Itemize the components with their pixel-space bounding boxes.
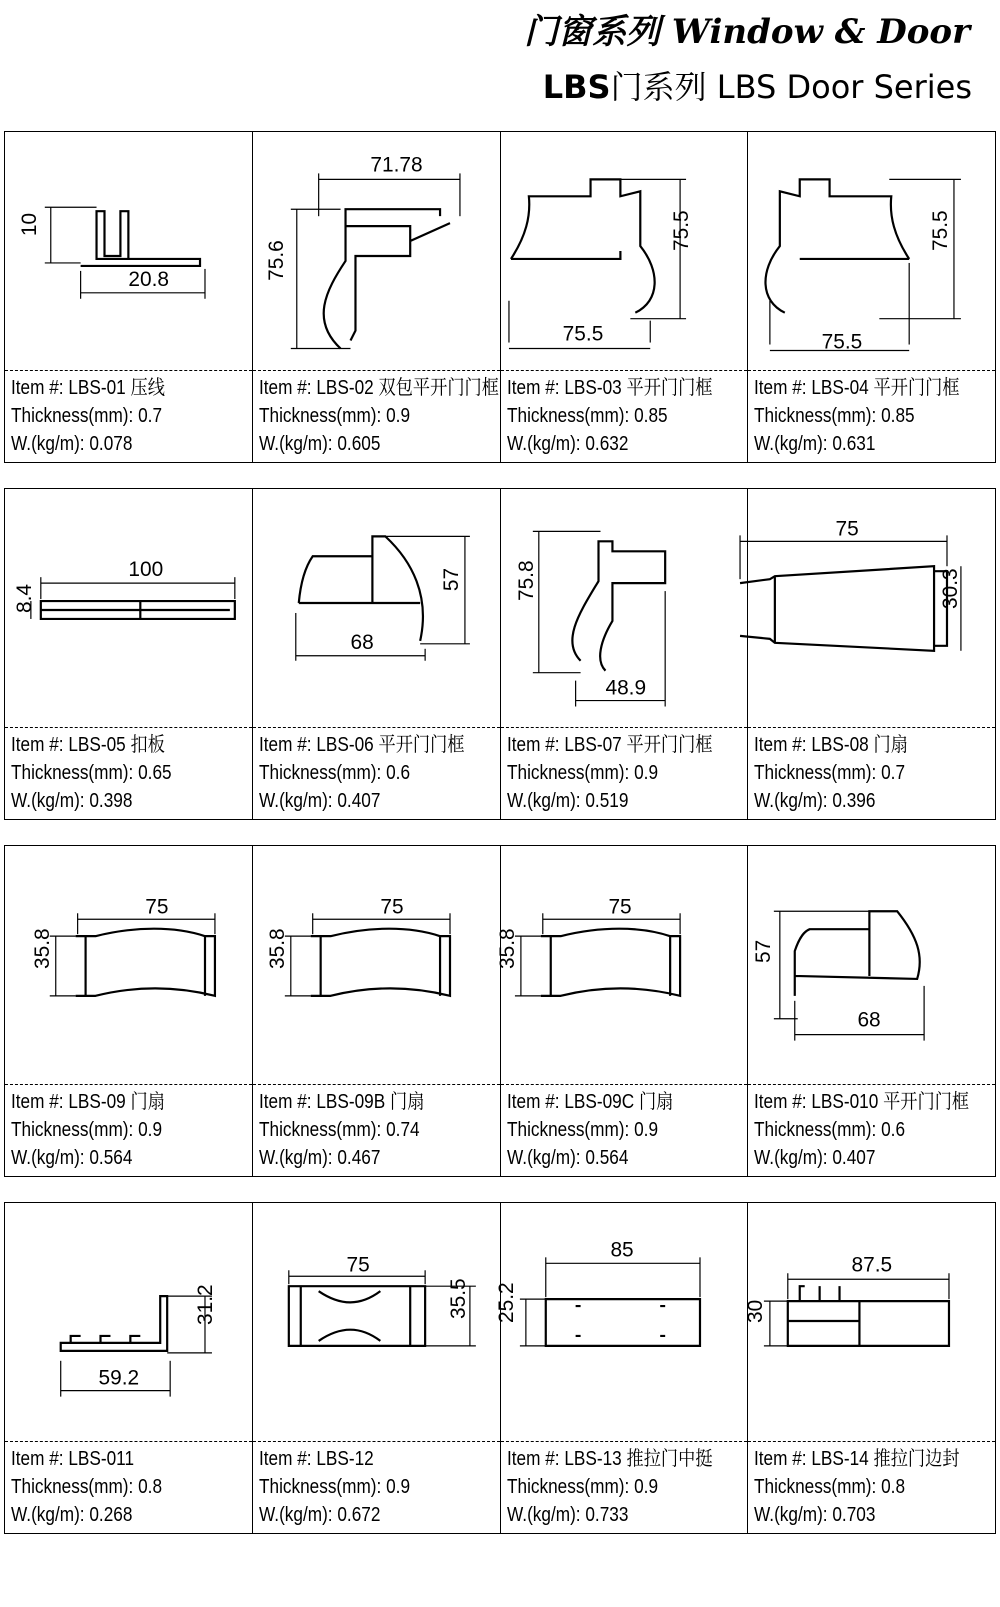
item-line bbox=[11, 731, 172, 759]
weight-value: 0.407 bbox=[337, 790, 381, 812]
thickness-line bbox=[259, 1116, 424, 1144]
item-line bbox=[507, 1445, 713, 1473]
item-name: 平开门门框 bbox=[626, 377, 713, 399]
weight-line bbox=[507, 1144, 673, 1172]
dimension-label: 20.8 bbox=[128, 267, 170, 291]
thickness-label: Thickness(mm): bbox=[258, 1476, 382, 1498]
profile-drawing bbox=[253, 489, 500, 729]
profile-outline bbox=[572, 541, 665, 670]
dimension-label: 75.5 bbox=[821, 330, 863, 354]
divider bbox=[748, 1441, 995, 1442]
series-title bbox=[543, 62, 972, 108]
thickness-value: 0.65 bbox=[138, 762, 172, 784]
profile-specs bbox=[259, 1088, 424, 1172]
dimension-label: 75.5 bbox=[669, 210, 693, 252]
divider bbox=[501, 727, 748, 728]
dimension-label: 68 bbox=[857, 1008, 881, 1032]
divider bbox=[253, 370, 500, 371]
weight-value: 0.407 bbox=[832, 1147, 876, 1169]
dimension-label: 87.5 bbox=[851, 1253, 893, 1277]
dimension-label: 75.8 bbox=[514, 560, 538, 602]
profile-card bbox=[501, 489, 749, 819]
weight-line bbox=[259, 1144, 424, 1172]
divider bbox=[5, 1084, 252, 1085]
thickness-label: Thickness(mm): bbox=[754, 762, 877, 784]
weight-label: W.(kg/m): bbox=[258, 433, 333, 455]
item-label: Item #: bbox=[754, 377, 807, 399]
item-code: LBS-05 bbox=[68, 734, 126, 756]
item-code: LBS-09 bbox=[68, 1091, 126, 1113]
weight-line bbox=[11, 1501, 162, 1529]
divider bbox=[253, 1084, 500, 1085]
thickness-value: 0.9 bbox=[633, 1476, 658, 1498]
item-name: 双包平开门门框 bbox=[378, 377, 499, 399]
profile-outline bbox=[299, 536, 423, 640]
weight-label: W.(kg/m): bbox=[754, 433, 828, 455]
profile-card bbox=[744, 1203, 995, 1533]
weight-line bbox=[754, 430, 960, 458]
item-line bbox=[754, 1088, 969, 1116]
dimension-label: 75 bbox=[607, 895, 632, 919]
weight-label: W.(kg/m): bbox=[258, 790, 333, 812]
item-line bbox=[754, 731, 908, 759]
thickness-value: 0.6 bbox=[881, 1119, 906, 1141]
weight-line bbox=[259, 430, 499, 458]
divider bbox=[253, 1441, 500, 1442]
weight-line bbox=[507, 1501, 713, 1529]
weight-line bbox=[11, 430, 165, 458]
item-label: Item #: bbox=[506, 734, 560, 756]
profile-drawing bbox=[5, 846, 252, 1086]
profile-card bbox=[501, 132, 749, 462]
dimension-label: 57 bbox=[752, 939, 776, 964]
profile-specs bbox=[11, 1088, 165, 1172]
thickness-value: 0.9 bbox=[633, 1119, 658, 1141]
dimension-label: 75 bbox=[346, 1253, 370, 1277]
dimension-label: 75.6 bbox=[264, 240, 288, 281]
profile-drawing bbox=[744, 1203, 995, 1443]
profile-card bbox=[748, 489, 995, 819]
item-code: LBS-13 bbox=[563, 1448, 622, 1470]
thickness-line bbox=[754, 1116, 969, 1144]
item-line bbox=[259, 1445, 410, 1473]
weight-line bbox=[259, 1501, 410, 1529]
profile-drawing bbox=[501, 489, 748, 729]
profile-outline bbox=[289, 1286, 425, 1346]
thickness-line bbox=[754, 1473, 960, 1501]
item-label: Item #: bbox=[258, 734, 312, 756]
item-line bbox=[11, 374, 165, 402]
thickness-label: Thickness(mm): bbox=[506, 1476, 629, 1498]
thickness-value: 0.9 bbox=[385, 405, 410, 427]
item-label: Item #: bbox=[11, 1091, 64, 1113]
weight-line bbox=[754, 1501, 960, 1529]
item-label: Item #: bbox=[506, 377, 560, 399]
weight-value: 0.703 bbox=[832, 1504, 876, 1526]
weight-label: W.(kg/m): bbox=[258, 1504, 333, 1526]
thickness-line bbox=[754, 402, 960, 430]
profile-outline bbox=[545, 1299, 699, 1346]
item-code: LBS-07 bbox=[563, 734, 622, 756]
profile-outline bbox=[310, 929, 449, 996]
profile-specs bbox=[507, 731, 713, 815]
dimension-label: 35.5 bbox=[446, 1278, 470, 1320]
item-label: Item #: bbox=[754, 1091, 807, 1113]
item-name: 门扇 bbox=[130, 1091, 165, 1113]
thickness-line bbox=[507, 402, 713, 430]
item-label: Item #: bbox=[754, 1448, 807, 1470]
thickness-line bbox=[11, 1473, 162, 1501]
weight-value: 0.631 bbox=[832, 433, 876, 455]
item-code: LBS-04 bbox=[811, 377, 869, 399]
dimension-label: 25.2 bbox=[494, 1282, 518, 1323]
profile-specs bbox=[259, 731, 465, 815]
divider bbox=[5, 1441, 252, 1442]
item-label: Item #: bbox=[506, 1448, 560, 1470]
weight-label: W.(kg/m): bbox=[11, 433, 85, 455]
weight-label: W.(kg/m): bbox=[506, 1504, 581, 1526]
weight-value: 0.672 bbox=[337, 1504, 381, 1526]
profile-card bbox=[253, 1203, 501, 1533]
divider bbox=[501, 370, 748, 371]
item-line bbox=[507, 374, 713, 402]
profile-card bbox=[5, 1203, 253, 1533]
dimension-label: 75.5 bbox=[929, 210, 953, 252]
weight-value: 0.078 bbox=[89, 433, 133, 455]
item-code: LBS-09B bbox=[316, 1091, 385, 1113]
dimension-label: 75 bbox=[835, 517, 860, 541]
thickness-value: 0.7 bbox=[138, 405, 163, 427]
weight-line bbox=[754, 1144, 969, 1172]
profile-specs bbox=[754, 731, 908, 815]
series-title-cn: 门系列 bbox=[610, 68, 707, 106]
profile-card bbox=[748, 846, 995, 1176]
thickness-value: 0.8 bbox=[881, 1476, 906, 1498]
item-line bbox=[259, 1088, 424, 1116]
profile-specs bbox=[754, 374, 960, 458]
profile-specs bbox=[11, 1445, 162, 1529]
thickness-line bbox=[259, 1473, 410, 1501]
dimension-label: 59.2 bbox=[98, 1366, 140, 1390]
item-name: 推拉门中挺 bbox=[626, 1448, 713, 1470]
item-code: LBS-010 bbox=[811, 1091, 879, 1113]
weight-value: 0.268 bbox=[89, 1504, 133, 1526]
profile-drawing bbox=[748, 489, 995, 729]
item-code: LBS-08 bbox=[811, 734, 869, 756]
item-line bbox=[507, 731, 713, 759]
item-code: LBS-02 bbox=[316, 377, 374, 399]
catalog-title-cn: 门窗系列 bbox=[524, 12, 661, 52]
profile-card bbox=[5, 489, 253, 819]
divider bbox=[5, 727, 252, 728]
profile-drawing bbox=[253, 846, 500, 1086]
dimension-label: 10 bbox=[17, 212, 41, 237]
weight-label: W.(kg/m): bbox=[506, 1147, 581, 1169]
item-code: LBS-09C bbox=[563, 1091, 634, 1113]
profile-row-1 bbox=[4, 131, 996, 463]
dimension-label: 35.8 bbox=[30, 928, 54, 969]
profile-outline bbox=[540, 929, 679, 996]
profile-specs bbox=[754, 1445, 960, 1529]
weight-label: W.(kg/m): bbox=[258, 1147, 333, 1169]
profile-drawing bbox=[748, 846, 995, 1086]
weight-line bbox=[754, 787, 908, 815]
item-code: LBS-12 bbox=[316, 1448, 374, 1470]
weight-value: 0.519 bbox=[584, 790, 628, 812]
item-label: Item #: bbox=[258, 377, 312, 399]
item-label: Item #: bbox=[11, 1448, 64, 1470]
thickness-line bbox=[11, 1116, 165, 1144]
weight-label: W.(kg/m): bbox=[506, 433, 581, 455]
thickness-line bbox=[507, 1116, 673, 1144]
weight-value: 0.467 bbox=[337, 1147, 381, 1169]
divider bbox=[748, 370, 995, 371]
item-code: LBS-14 bbox=[811, 1448, 869, 1470]
item-line bbox=[754, 374, 960, 402]
profile-drawing bbox=[494, 1203, 748, 1443]
profile-drawing bbox=[501, 132, 748, 372]
profile-specs bbox=[11, 374, 165, 458]
profile-card bbox=[748, 132, 995, 462]
item-label: Item #: bbox=[11, 734, 64, 756]
weight-line bbox=[11, 1144, 165, 1172]
item-label: Item #: bbox=[258, 1448, 312, 1470]
weight-value: 0.733 bbox=[584, 1504, 628, 1526]
dimension-label: 85 bbox=[609, 1238, 634, 1262]
thickness-value: 0.7 bbox=[881, 762, 906, 784]
dimension-label: 100 bbox=[128, 558, 164, 582]
profile-specs bbox=[259, 374, 499, 458]
item-name: 平开门门框 bbox=[626, 734, 713, 756]
thickness-label: Thickness(mm): bbox=[506, 1119, 629, 1141]
profile-outline bbox=[766, 179, 910, 312]
thickness-line bbox=[11, 759, 172, 787]
item-code: LBS-011 bbox=[68, 1448, 135, 1470]
profile-card bbox=[253, 489, 501, 819]
weight-label: W.(kg/m): bbox=[506, 790, 581, 812]
weight-value: 0.396 bbox=[832, 790, 876, 812]
profile-card bbox=[253, 846, 501, 1176]
dimension-label: 75.5 bbox=[562, 322, 603, 346]
profile-card bbox=[494, 1203, 749, 1533]
thickness-line bbox=[754, 759, 908, 787]
weight-value: 0.605 bbox=[337, 433, 381, 455]
item-name: 平开门门框 bbox=[873, 377, 960, 399]
item-line bbox=[259, 731, 465, 759]
thickness-line bbox=[11, 402, 165, 430]
thickness-line bbox=[507, 759, 713, 787]
series-title-en: LBS Door Series bbox=[716, 68, 972, 106]
profile-drawing bbox=[253, 132, 500, 372]
catalog-title bbox=[524, 4, 970, 53]
profile-outline bbox=[740, 566, 947, 651]
profile-specs bbox=[259, 1445, 410, 1529]
thickness-label: Thickness(mm): bbox=[506, 405, 629, 427]
profile-specs bbox=[507, 1445, 713, 1529]
profile-specs bbox=[507, 374, 713, 458]
weight-value: 0.564 bbox=[584, 1147, 628, 1169]
profile-drawing bbox=[5, 1203, 252, 1443]
weight-line bbox=[507, 430, 713, 458]
dimension-label: 35.8 bbox=[495, 928, 519, 969]
item-line bbox=[11, 1088, 165, 1116]
weight-label: W.(kg/m): bbox=[754, 790, 828, 812]
item-label: Item #: bbox=[754, 734, 807, 756]
thickness-line bbox=[507, 1473, 713, 1501]
weight-label: W.(kg/m): bbox=[11, 1147, 85, 1169]
thickness-value: 0.9 bbox=[138, 1119, 163, 1141]
profile-card bbox=[5, 132, 253, 462]
weight-label: W.(kg/m): bbox=[754, 1504, 828, 1526]
profile-outline bbox=[323, 209, 449, 348]
profile-drawing bbox=[253, 1203, 500, 1443]
item-line bbox=[259, 374, 499, 402]
dimension-label: 48.9 bbox=[604, 676, 646, 700]
thickness-label: Thickness(mm): bbox=[258, 762, 382, 784]
item-name: 门扇 bbox=[389, 1091, 425, 1113]
series-code: LBS bbox=[542, 68, 611, 106]
profile-outline bbox=[61, 1296, 167, 1351]
thickness-line bbox=[259, 402, 499, 430]
item-code: LBS-01 bbox=[68, 377, 126, 399]
weight-value: 0.632 bbox=[584, 433, 628, 455]
item-name: 扣板 bbox=[130, 734, 165, 756]
thickness-label: Thickness(mm): bbox=[754, 1119, 877, 1141]
profile-row-2 bbox=[4, 488, 996, 820]
profile-drawing bbox=[5, 489, 252, 729]
profile-card bbox=[253, 132, 501, 462]
weight-line bbox=[11, 787, 172, 815]
thickness-value: 0.85 bbox=[633, 405, 668, 427]
thickness-label: Thickness(mm): bbox=[754, 405, 877, 427]
item-line bbox=[507, 1088, 673, 1116]
item-code: LBS-06 bbox=[316, 734, 374, 756]
thickness-line bbox=[259, 759, 465, 787]
item-name: 平开门门框 bbox=[883, 1091, 970, 1113]
divider bbox=[748, 727, 995, 728]
item-line bbox=[11, 1445, 162, 1473]
item-name: 压线 bbox=[130, 377, 165, 399]
divider bbox=[501, 1441, 748, 1442]
dimension-label: 35.8 bbox=[265, 928, 289, 969]
profile-row-4 bbox=[4, 1202, 996, 1534]
thickness-value: 0.74 bbox=[385, 1119, 420, 1141]
profile-drawing bbox=[495, 846, 748, 1086]
thickness-value: 0.8 bbox=[138, 1476, 163, 1498]
profile-card bbox=[495, 846, 749, 1176]
item-label: Item #: bbox=[506, 1091, 560, 1113]
item-line bbox=[754, 1445, 960, 1473]
thickness-value: 0.6 bbox=[385, 762, 410, 784]
thickness-label: Thickness(mm): bbox=[11, 762, 134, 784]
thickness-label: Thickness(mm): bbox=[754, 1476, 877, 1498]
profile-specs bbox=[754, 1088, 969, 1172]
thickness-value: 0.9 bbox=[633, 762, 658, 784]
weight-value: 0.564 bbox=[89, 1147, 133, 1169]
dimension-label: 8.4 bbox=[12, 583, 36, 613]
dimension-label: 30 bbox=[744, 1299, 768, 1323]
item-label: Item #: bbox=[258, 1091, 312, 1113]
item-name: 门扇 bbox=[638, 1091, 673, 1113]
item-name: 平开门门框 bbox=[378, 734, 465, 756]
thickness-label: Thickness(mm): bbox=[258, 405, 382, 427]
profile-outline bbox=[81, 211, 200, 266]
weight-label: W.(kg/m): bbox=[11, 790, 85, 812]
thickness-label: Thickness(mm): bbox=[11, 405, 134, 427]
weight-line bbox=[259, 787, 465, 815]
profile-drawing bbox=[5, 132, 252, 372]
dimension-label: 57 bbox=[439, 567, 463, 592]
item-code: LBS-03 bbox=[563, 377, 622, 399]
profile-outline bbox=[510, 179, 654, 312]
thickness-label: Thickness(mm): bbox=[506, 762, 629, 784]
profile-outline bbox=[788, 1286, 949, 1346]
profile-outline bbox=[795, 911, 920, 996]
profile-specs bbox=[507, 1088, 673, 1172]
thickness-value: 0.9 bbox=[385, 1476, 410, 1498]
weight-label: W.(kg/m): bbox=[754, 1147, 828, 1169]
weight-value: 0.398 bbox=[89, 790, 133, 812]
dimension-label: 68 bbox=[350, 630, 374, 654]
divider bbox=[253, 727, 500, 728]
dimension-label: 31.2 bbox=[193, 1284, 217, 1325]
item-name: 门扇 bbox=[873, 734, 909, 756]
profile-outline bbox=[76, 929, 215, 996]
thickness-value: 0.85 bbox=[881, 405, 915, 427]
profile-drawing bbox=[748, 132, 995, 372]
divider bbox=[748, 1084, 995, 1085]
divider bbox=[5, 370, 252, 371]
weight-label: W.(kg/m): bbox=[11, 1504, 85, 1526]
dimension-label: 75 bbox=[145, 895, 169, 919]
catalog-title-en: Window & Door bbox=[671, 12, 970, 52]
item-name: 推拉门边封 bbox=[873, 1448, 960, 1470]
thickness-label: Thickness(mm): bbox=[11, 1476, 134, 1498]
divider bbox=[501, 1084, 748, 1085]
thickness-label: Thickness(mm): bbox=[11, 1119, 134, 1141]
profile-outline bbox=[41, 601, 235, 619]
profile-specs bbox=[11, 731, 172, 815]
weight-line bbox=[507, 787, 713, 815]
thickness-label: Thickness(mm): bbox=[258, 1119, 382, 1141]
dimension-label: 75 bbox=[380, 895, 404, 919]
item-label: Item #: bbox=[11, 377, 64, 399]
profile-card bbox=[5, 846, 253, 1176]
dimension-label: 30.3 bbox=[939, 568, 963, 609]
profile-row-3 bbox=[4, 845, 996, 1177]
dimension-label: 71.78 bbox=[370, 153, 423, 177]
